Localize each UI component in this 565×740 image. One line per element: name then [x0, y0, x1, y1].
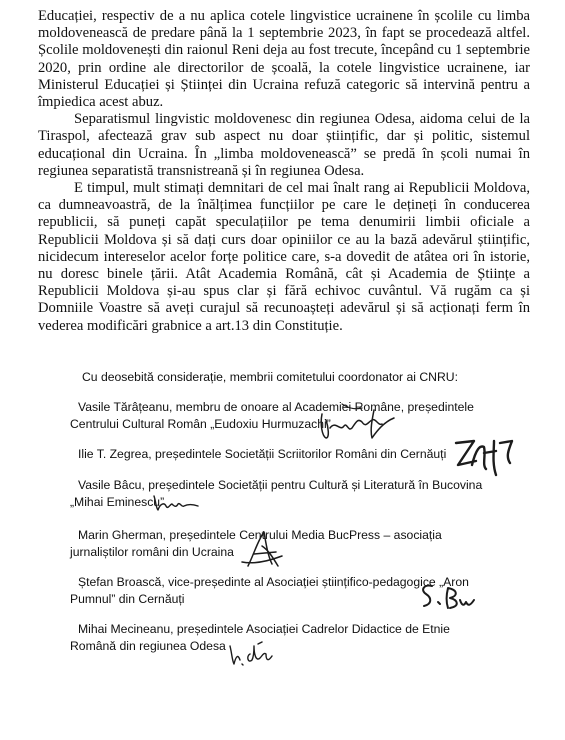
handwritten-signature-broasca	[414, 580, 480, 614]
signer-line: Centrului Cultural Român „Eudoxiu Hurmuzachi”	[70, 416, 331, 431]
signer-line: Vasile Tărâțeanu, membru de onoare al Academiei Române, președintele	[78, 400, 474, 414]
handwritten-signature-tarateanu	[314, 398, 404, 444]
signer-block	[70, 477, 520, 510]
handwritten-signature-zegrea	[450, 435, 522, 479]
signer-block	[70, 399, 520, 432]
handwritten-signature-bacu	[148, 492, 204, 514]
handwritten-signature-mecineanu	[224, 640, 278, 670]
signer-line: Ștefan Broască, vice-președinte al Asociației științifico-pedagogice „Aron	[78, 575, 469, 589]
letter-body	[38, 8, 530, 335]
signer-line: „Mihai Eminescu”	[70, 494, 165, 509]
signer-line: jurnaliștilor români din Ucraina	[70, 544, 234, 559]
paragraph-education-quotas: Educației, respectiv de a nu aplica cotele lingvistice ucrainene în școlile cu limba moldovenească de predare până la 1 septembrie 2023, în fapt se procedează altfel. Școlile moldovenești din raionul Reni deja au fost trecute, începând cu 1 septembrie 2020, prin ordine ale directorilor de școală, la cotele lingvistice ucrainene, iar Ministerul Educației și Științei din Ucraina refuză categoric să intervină pentru a împiedica acest abuz.	[38, 8, 530, 111]
signer-line: Ilie T. Zegrea, președintele Societății Scriitorilor Români din Cernăuți	[78, 447, 447, 461]
paragraph-appeal-to-officials: E timpul, mult stimați demnitari de cel mai înalt rang ai Republicii Moldova, ca dumneavoastră, de la înălțimea funcțiilor pe care le dețineți în conducerea republicii, să puneți capăt speculațiilor pe tema denumirii limbii oficiale a Republicii Moldova și să dați curs doar opiniilor ce au la bază adevărul științific, nicidecum intereselor acelor forțe politice care, s-a dovedit de atâtea ori în istorie, nu doresc binele țării. Atât Academia Română, cât și Academia de Științe a Republicii Moldova și-au spus clar și fără echivoc cuvântul. Vă rugăm ca și Domniile Voastre să aveți curajul să recunoașteți adevărul și să acționați ferm în vederea modificări grabnice a art.13 din Constituție.	[38, 180, 530, 334]
closing-salutation: Cu deosebită considerație, membrii comitetului coordonator ai CNRU:	[82, 370, 458, 384]
paragraph-linguistic-separatism: Separatismul lingvistic moldovenesc din regiunea Odesa, aidoma celui de la Tiraspol, afectează grav sub aspect nu doar științific, dar și politic, sistemul educațional din Ucraina. În „limba moldovenească” se predă în școli numai în regiunea separatistă transnistreană și în regiunea Odesa.	[38, 111, 530, 179]
signer-block	[70, 527, 520, 560]
signer-line: Mihai Mecineanu, președintele Asociației Cadrelor Didactice de Etnie	[78, 622, 450, 636]
signer-line: Pumnul” din Cernăuți	[70, 591, 185, 606]
signer-line: Vasile Bâcu, președintele Societății pentru Cultură și Literatură în Bucovina	[78, 478, 483, 492]
signer-line: Română din regiunea Odesa	[70, 638, 226, 653]
handwritten-signature-gherman	[234, 526, 292, 572]
signer-block	[70, 621, 520, 654]
signer-line: Marin Gherman, președintele Centrului Media BucPress – asociația	[78, 528, 442, 542]
